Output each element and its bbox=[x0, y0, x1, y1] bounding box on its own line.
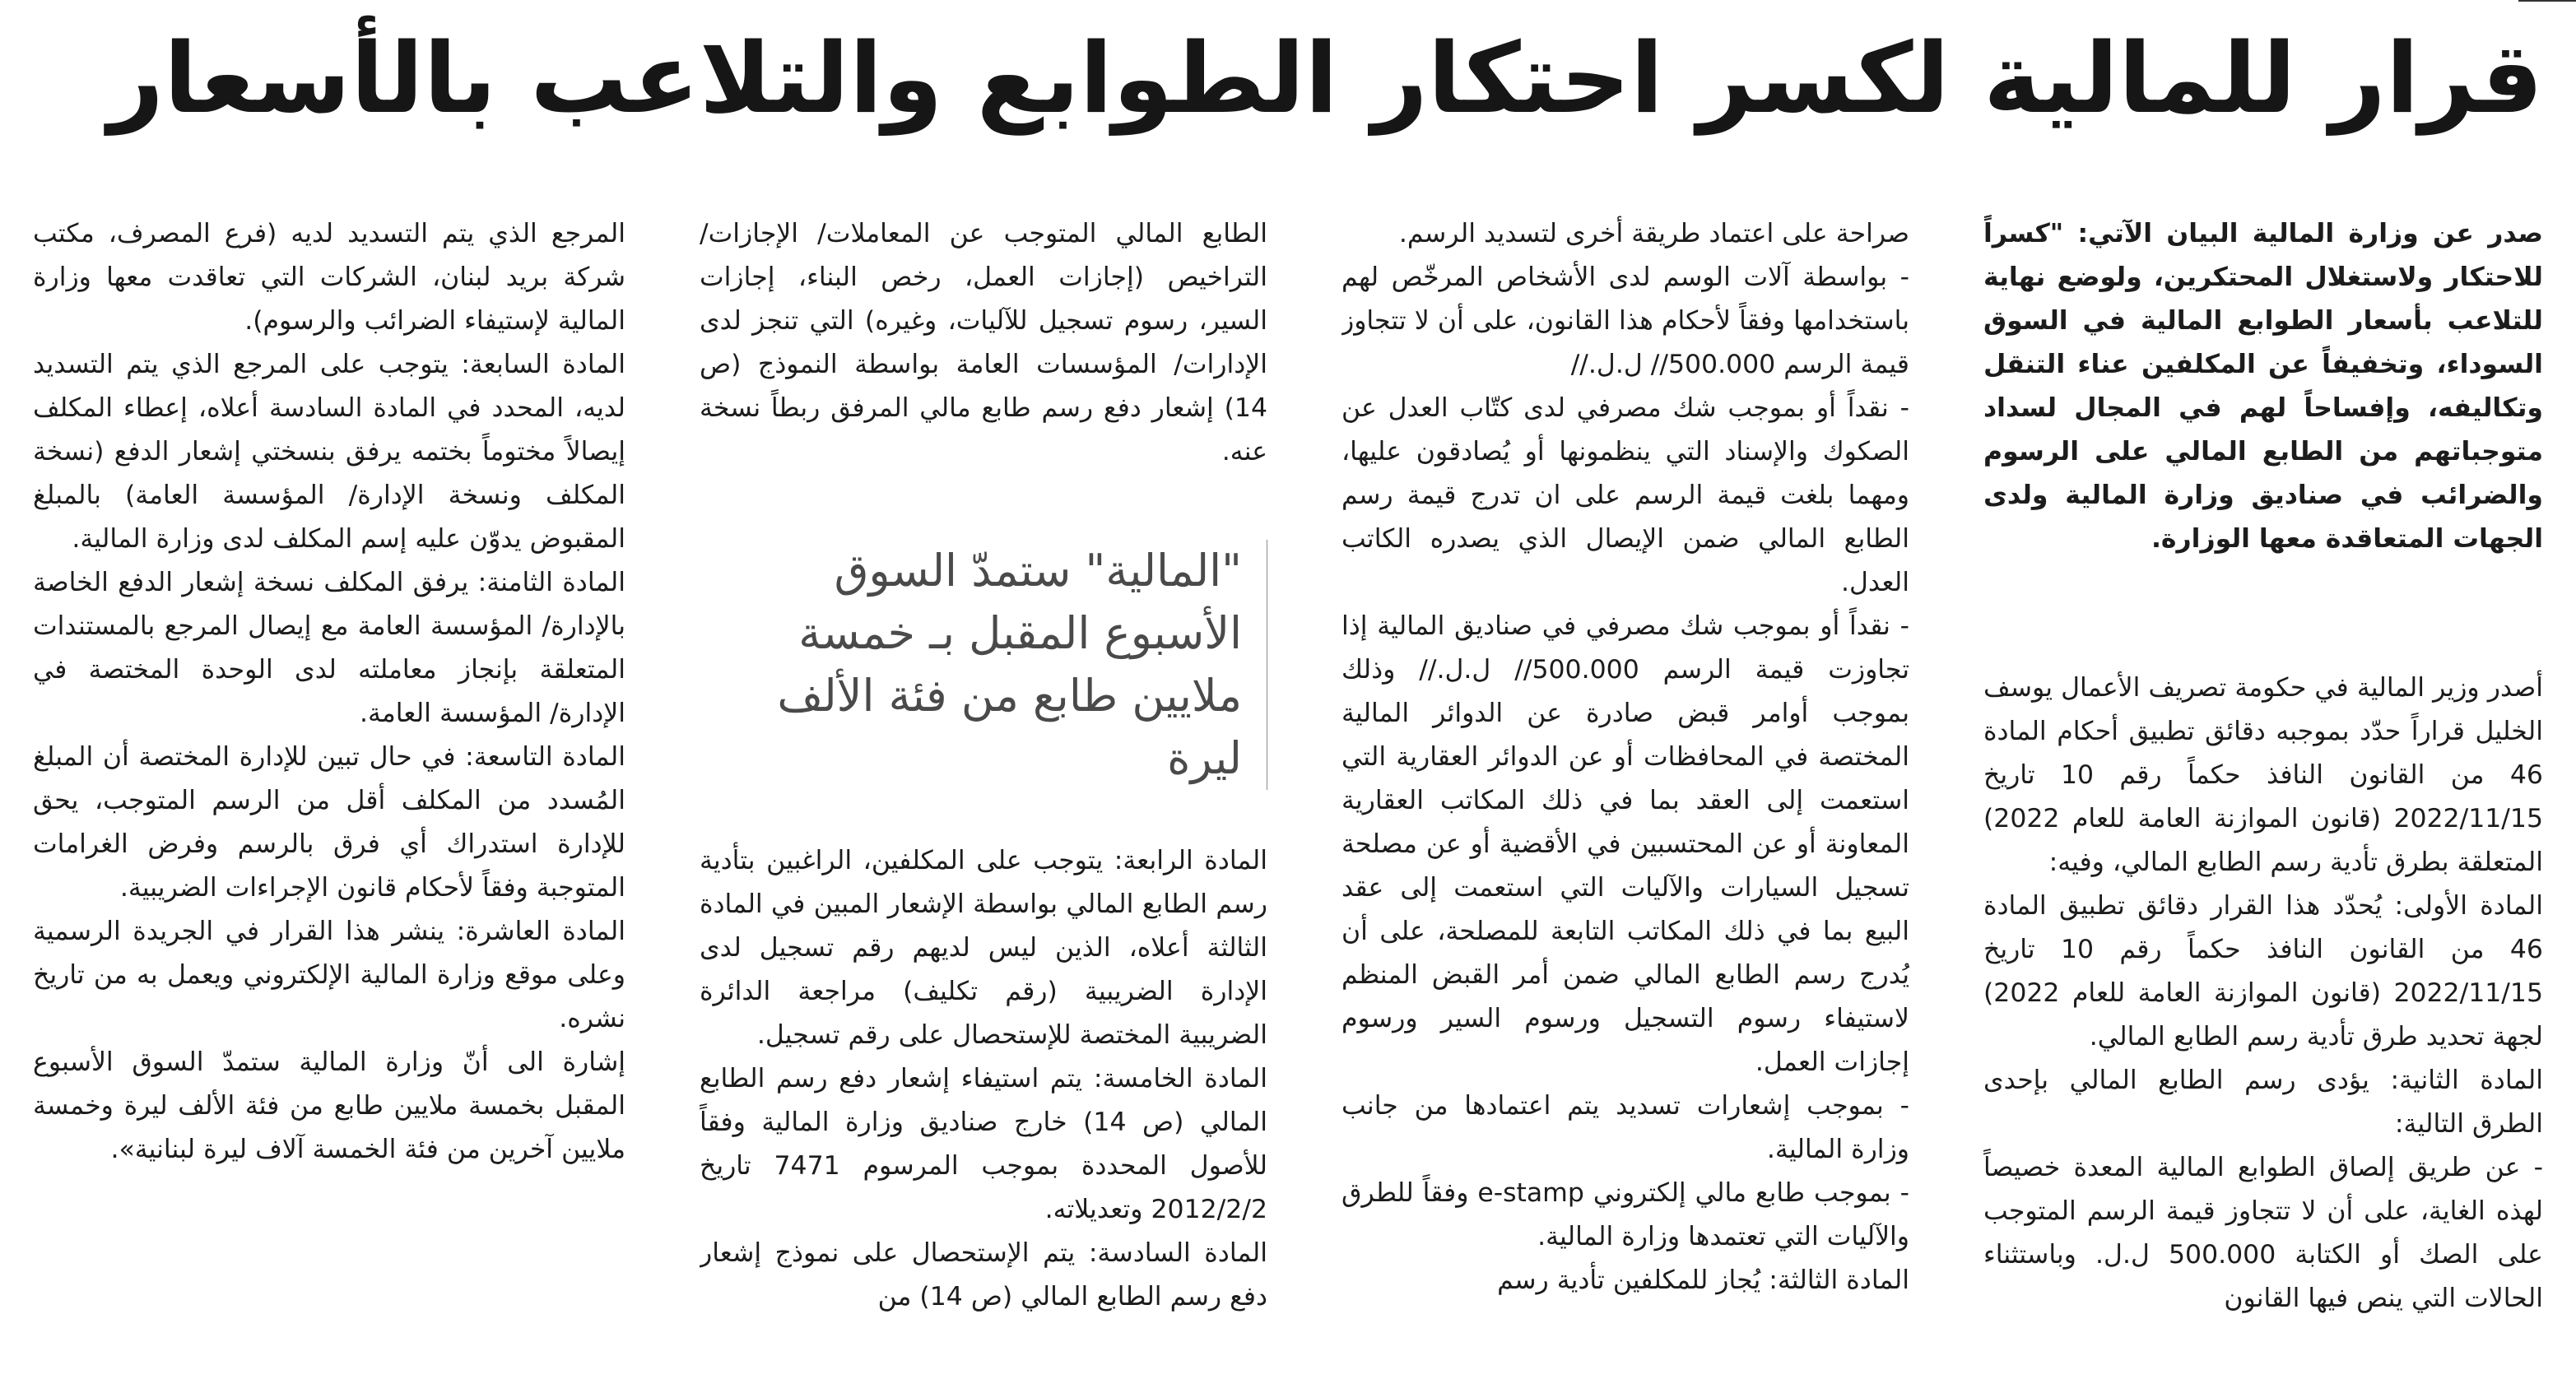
column-2 bbox=[1341, 212, 1909, 1381]
paragraph: - بموجب إشعارات تسديد يتم اعتمادها من جانب وزارة المالية. bbox=[1341, 1091, 1909, 1164]
paragraph: إشارة الى أنّ وزارة المالية ستمدّ السوق الأسبوع المقبل بخمسة ملايين طابع من فئة الألف ليرة وخمسة ملايين آخرين من فئة الخمسة آلاف ليرة لبنانية». bbox=[33, 1047, 625, 1164]
paragraph: المادة الثالثة: يُجاز للمكلفين تأدية رسم bbox=[1497, 1265, 1909, 1295]
paragraph: - بموجب طابع مالي إلكتروني e-stamp وفقاً للطرق والآليات التي تعتمدها وزارة المالية. bbox=[1341, 1178, 1909, 1251]
paragraph: الطابع المالي المتوجب عن المعاملات/ الإجازات/ التراخيص (إجازات العمل، رخص البناء، إجازات السير، رسوم تسجيل للآليات، وغيره) التي تنجز لدى الإدارات/ المؤسسات العامة بواسطة النموذج (ص 14) إشعار دفع رسم طابع مالي المرفق ربطاً نسخة عنه. bbox=[700, 219, 1267, 467]
paragraph: المادة الثانية: يؤدى رسم الطابع المالي بإحدى الطرق التالية: bbox=[1983, 1066, 2543, 1139]
pull-quote: "المالية" ستمدّ السوق الأسبوع المقبل بـ خمسة ملايين طابع من فئة الألف ليرة bbox=[724, 540, 1267, 790]
paragraph: المادة الرابعة: يتوجب على المكلفين، الراغبين بتأدية رسم الطابع المالي بواسطة الإشعار المبين في المادة الثالثة أعلاه، الذين ليس لديهم رقم تسجيل لدى الإدارة الضريبية (رقم تكليف) مراجعة الدائرة الضريبية المختصة للإستحصال على رقم تسجيل. bbox=[700, 846, 1267, 1050]
paragraph: - نقداً أو بموجب شك مصرفي في صناديق المالية إذا تجاوزت قيمة الرسم 500.000// ل.ل.// وذلك بموجب أوامر قبض صادرة عن الدوائر المالية المختصة في المحافظات أو عن الدوائر العقارية التي استعمت إلى العقد بما في ذلك المكاتب العقارية المعاونة أو عن المحتسبين في الأقضية أو عن مصلحة تسجيل السيارات والآليات التي استعمت إلى عقد البيع بما في ذلك المكاتب التابعة للمصلحة، على أن يُدرج رسم الطابع المالي ضمن أمر القبض المنظم لاستيفاء رسوم التسجيل ورسوم السير ورسوم إجازات العمل. bbox=[1341, 611, 1909, 1077]
paragraph: المادة التاسعة: في حال تبين للإدارة المختصة أن المبلغ المُسدد من المكلف أقل من الرسم المتوجب، يحق للإدارة استدراك أي فرق بالرسم وفرض الغرامات المتوجبة وفقاً لأحكام قانون الإجراءات الضريبية. bbox=[33, 742, 625, 903]
paragraph: المادة الثامنة: يرفق المكلف نسخة إشعار الدفع الخاصة بالإدارة/ المؤسسة العامة مع إيصال المرجع بالمستندات المتعلقة بإنجاز معاملته لدى الوحدة المختصة في الإدارة/ المؤسسة العامة. bbox=[33, 568, 625, 728]
lead-paragraph: صدر عن وزارة المالية البيان الآتي: "كسراً للاحتكار ولاستغلال المحتكرين، ولوضع نهاية للتلاعب بأسعار الطوابع المالية في السوق السوداء، وتخفيفاً عن المكلفين عناء التنقل وتكاليفه، وإفساحاً لهم في المجال لسداد متوجباتهم من الطابع المالي على الرسوم والضرائب في صناديق وزارة المالية ولدى الجهات المتعاقدة معها الوزارة. bbox=[1983, 219, 2543, 554]
headline: قرار للمالية لكسر احتكار الطوابع والتلاعب بالأسعار bbox=[108, 21, 2543, 135]
paragraph: المادة السادسة: يتم الإستحصال على نموذج إشعار دفع رسم الطابع المالي (ص 14) من bbox=[700, 1238, 1267, 1312]
paragraph: صراحة على اعتماد طريقة أخرى لتسديد الرسم. bbox=[1398, 219, 1909, 248]
top-rule bbox=[2518, 0, 2576, 2]
paragraph: - بواسطة آلات الوسم لدى الأشخاص المرخّص لهم باستخدامها وفقاً لأحكام هذا القانون، على أن لا تتجاوز قيمة الرسم 500.000// ل.ل.// bbox=[1341, 262, 1909, 379]
paragraph: - عن طريق إلصاق الطوابع المالية المعدة خصيصاً لهذه الغاية، على أن لا تتجاوز قيمة الرسم المتوجب على الصك أو الكتابة 500.000 ل.ل. وباستثناء الحالات التي ينص فيها القانون bbox=[1983, 1153, 2543, 1313]
paragraph: - نقداً أو بموجب شك مصرفي لدى كتّاب العدل عن الصكوك والإسناد التي ينظمونها أو يُصادقون عليها، ومهما بلغت قيمة الرسم على ان تدرج قيمة رسم الطابع المالي ضمن الإيصال الذي يصدره الكاتب العدل. bbox=[1341, 393, 1909, 597]
paragraph: المادة السابعة: يتوجب على المرجع الذي يتم التسديد لديه، المحدد في المادة السادسة أعلاه، إعطاء المكلف إيصالاً مختوماً بختمه يرفق بنسختي إشعار الدفع (نسخة المكلف ونسخة الإدارة/ المؤسسة العامة) بالمبلغ المقبوض يدوّن عليه إسم المكلف لدى وزارة المالية. bbox=[33, 350, 625, 554]
column-gap bbox=[1983, 561, 2543, 666]
column-3 bbox=[700, 212, 1267, 1381]
paragraph: المادة الأولى: يُحدّد هذا القرار دقائق تطبيق المادة 46 من القانون النافذ حكماً رقم 10 تاريخ 2022/11/15 (قانون الموازنة العامة للعام 2022) لجهة تحديد طرق تأدية رسم الطابع المالي. bbox=[1983, 891, 2543, 1052]
paragraph: المادة العاشرة: ينشر هذا القرار في الجريدة الرسمية وعلى موقع وزارة المالية الإلكتروني ويعمل به من تاريخ نشره. bbox=[33, 917, 625, 1033]
paragraph: المادة الخامسة: يتم استيفاء إشعار دفع رسم الطابع المالي (ص 14) خارج صناديق وزارة المالية وفقاً للأصول المحددة بموجب المرسوم 7471 تاريخ 2012/2/2 وتعديلاته. bbox=[700, 1064, 1267, 1224]
paragraph: المرجع الذي يتم التسديد لديه (فرع المصرف، مكتب شركة بريد لبنان، الشركات التي تعاقدت معها وزارة المالية لإستيفاء الضرائب والرسوم). bbox=[33, 219, 625, 336]
paragraph: أصدر وزير المالية في حكومة تصريف الأعمال يوسف الخليل قراراً حدّد بموجبه دقائق تطبيق أحكام المادة 46 من القانون النافذ حكماً رقم 10 تاريخ 2022/11/15 (قانون الموازنة العامة للعام 2022) المتعلقة بطرق تأدية رسم الطابع المالي، وفيه: bbox=[1983, 673, 2543, 877]
column-4 bbox=[33, 212, 625, 1381]
column-1 bbox=[1983, 212, 2543, 1381]
